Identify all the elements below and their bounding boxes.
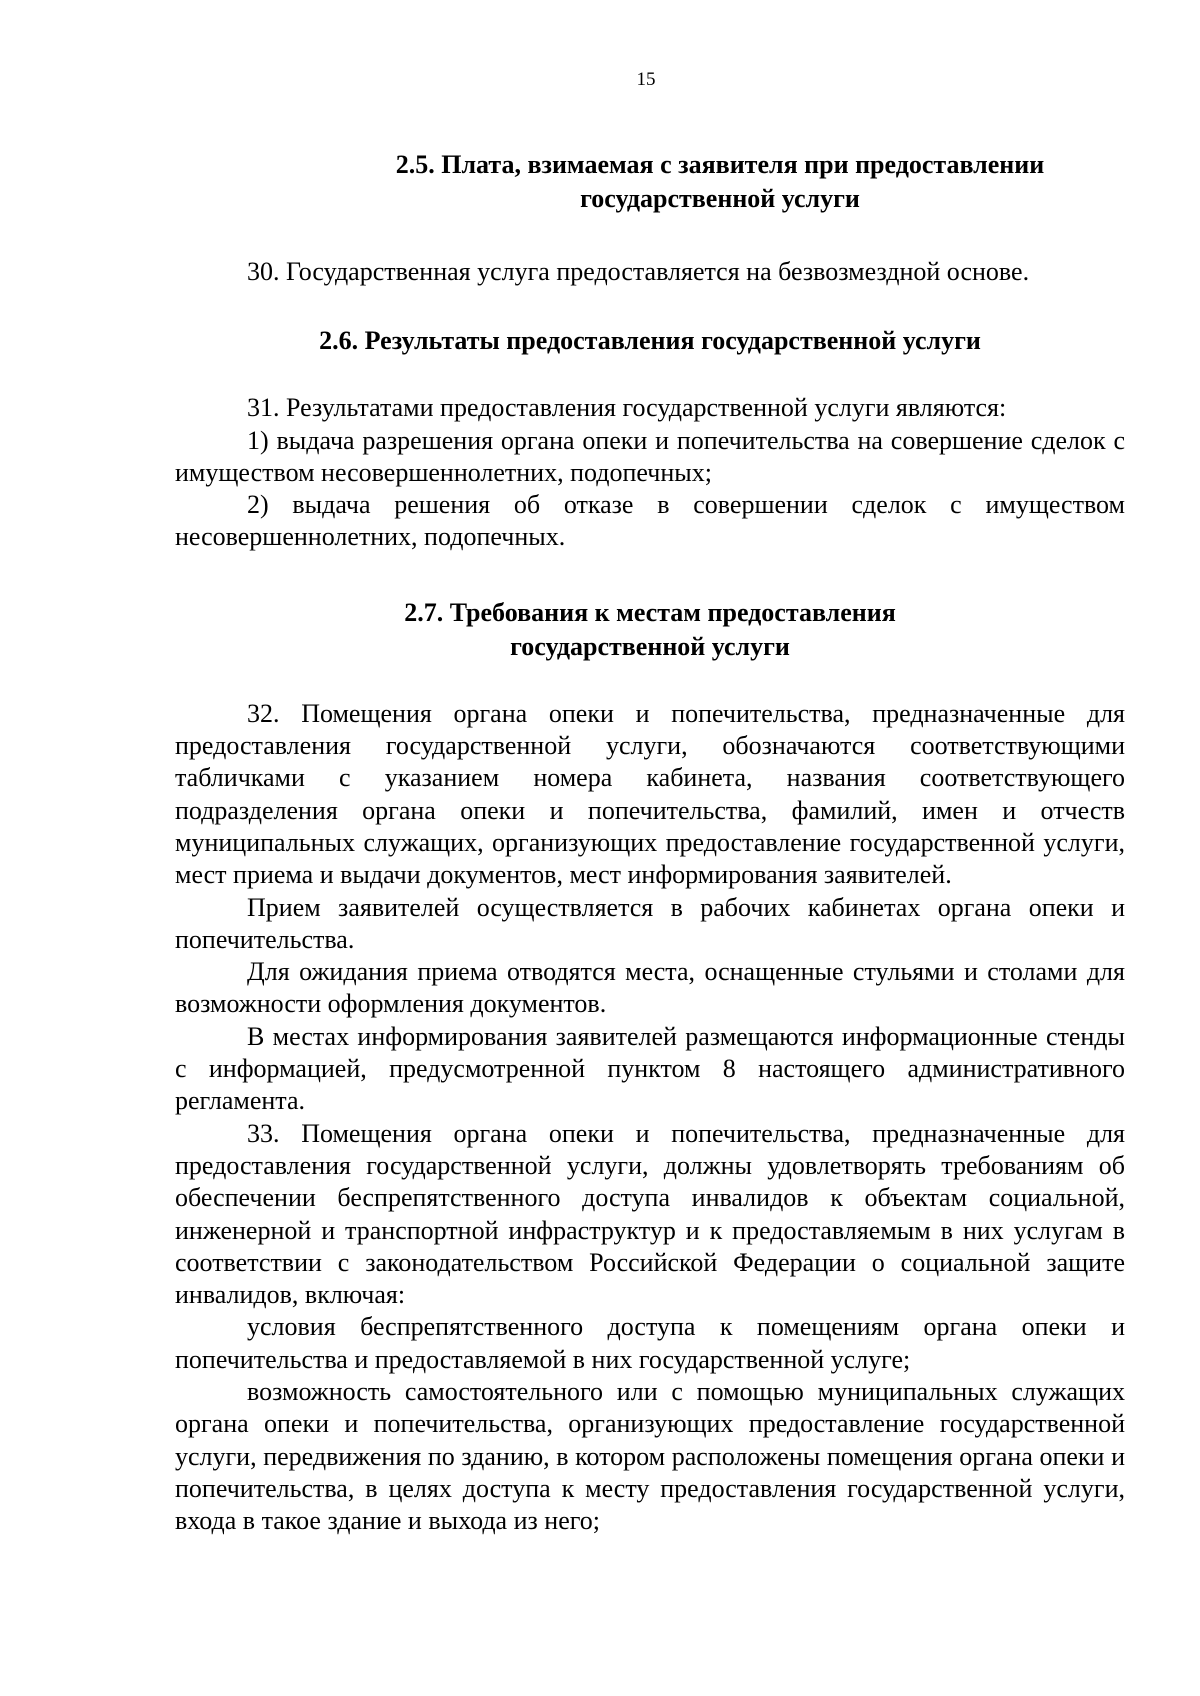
paragraph-30: 30. Государственная услуга предоставляется на безвозмездной основе. [247,257,1030,286]
section-2-7-heading [175,596,1125,664]
paragraph-31-item-1: 1) выдача разрешения органа опеки и попечительства на совершение сделок с имуществом несовершеннолетних, подопечных; [175,425,1125,487]
page-number: 15 [636,69,656,90]
section-2-5-heading-line-2: государственной услуги [580,184,860,213]
section-2-7-heading-line-1: 2.7. Требования к местам предоставления [404,597,896,627]
section-2-6-heading: 2.6. Результаты предоставления государственной услуги [319,326,981,356]
paragraph-33: 33. Помещения органа опеки и попечительства, предназначенные для предоставления государственной услуги, должны удовлетворять требованиям об обеспечении беспрепятственного доступа инвалидов к объектам социальной, инженерной и транспортной инфраструктур и к предоставляемым в них услугам в соответствии с законодательством Российской Федерации о социальной защите инвалидов, включая: [175,1118,1125,1310]
paragraph-32-waiting: Для ожидания приема отводятся места, оснащенные стульями и столами для возможности оформления документов. [175,957,1125,1019]
paragraph-32-reception: Прием заявителей осуществляется в рабочих кабинетах органа опеки и попечительства. [175,892,1125,954]
section-2-5-heading [175,148,1125,216]
paragraph-31-item-2: 2) выдача решения об отказе в совершении сделок с имуществом несовершеннолетних, подопечных. [175,490,1125,552]
section-2-7-heading-line-2: государственной услуги [510,631,790,661]
paragraph-33-mobility: возможность самостоятельного или с помощью муниципальных служащих органа опеки и попечительства, организующих предоставление государственной услуги, передвижения по зданию, в котором расположены помещения органа опеки и попечительства, в целях доступа к месту предоставления государственной услуги, входа в такое здание и выхода из него; [175,1377,1125,1536]
paragraph-31: 31. Результатами предоставления государственной услуги являются: [247,393,1007,423]
section-2-5-heading-line-1: 2.5. Плата, взимаемая с заявителя при предоставлении [395,150,1045,179]
paragraph-32-stands: В местах информирования заявителей размещаются информационные стенды с информацией, предусмотренной пунктом 8 настоящего административного регламента. [175,1021,1125,1116]
document-body [175,148,1125,1538]
paragraph-33-conditions: условия беспрепятственного доступа к помещениям органа опеки и попечительства и предоставляемой в них государственной услуге; [175,1312,1125,1374]
paragraph-32: 32. Помещения органа опеки и попечительства, предназначенные для предоставления государственной услуги, обозначаются соответствующими табличками с указанием номера кабинета, названия соответствующего подразделения органа опеки и попечительства, фамилий, имен и отчеств муниципальных служащих, организующих предоставление государственной услуги, мест приема и выдачи документов, мест информирования заявителей. [175,698,1125,890]
